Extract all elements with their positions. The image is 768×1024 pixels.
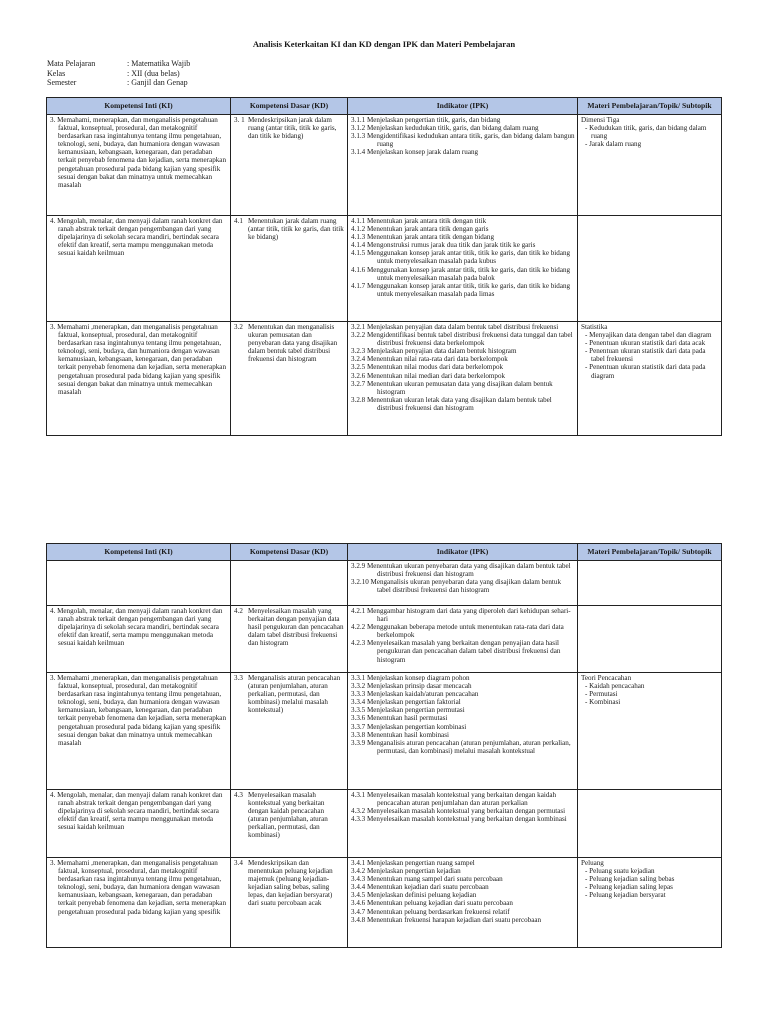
materi-text: Kaidah pencacahan <box>589 682 645 691</box>
materi-title: Teori Pencacahan <box>581 674 632 682</box>
ipk-cell <box>348 858 578 948</box>
header-materi: Materi Pembelajaran/Topik/ Subtopik <box>578 544 722 561</box>
materi-item <box>583 140 719 148</box>
ki-text: 3. Memahami ,menerapkan, dan menganalisis pengetahuan faktual, konseptual, prosedural, dan metakognitif berdasarkan rasa ingintahunya tentang ilmu pengetahuan, teknologi, seni, budaya, dan humaniora dengan wawasan kemanusiaan, kebangsaan, kenegaraan, dan peradaban terkait penyebab fenomena dan kejadian, serta menerapkan pengetahuan prosedural pada bidang kajian yang spesifik sesuai dengan bakat dan minatnya untuk memecahkan masalah <box>50 323 227 396</box>
bullet-dash: - <box>585 875 590 884</box>
ki-text: 3. Memahami ,menerapkan, dan menganalisis pengetahuan faktual, konseptual, prosedural, dan metakognitif berdasarkan rasa ingintahunya tentang ilmu pengetahuan, teknologi, seni, budaya, dan humaniora dengan wawasan kemanusiaan, kebangsaan, kenegaraan, dan peradaban terkait penyebab fenomena dan kejadian, serta menerapkan pengetahuan prosedural pada bidang kajian yang spesifik <box>50 859 227 916</box>
ipk-item: 4.1.6 Menggunakan konsep jarak antar titik, titik ke garis, dan titik ke bidang untuk menyelesaikan masalah pada balok <box>351 265 571 282</box>
kd-item <box>234 116 345 140</box>
ipk-item: 4.3.1 Menyelesaikan masalah kontekstual yang berkaitan dengan kaidah pencacahan aturan penjumlahan dan aturan perkalian <box>351 791 557 808</box>
header-kd: Kompetensi Dasar (KD) <box>231 98 348 115</box>
materi-text: Penentuan ukuran statistik dari data pada diagram <box>589 363 706 380</box>
header-ipk: Indikator (IPK) <box>348 544 578 561</box>
bullet-dash: - <box>585 140 590 149</box>
materi-cell <box>578 673 722 790</box>
ipk-item: 3.2.4 Menentukan nilai rata-rata dari data berkelompok <box>351 355 508 364</box>
kd-text: Mendeskripsikan jarak dalam ruang (antar titik, titik ke garis, dan titik ke bidang) <box>248 116 337 141</box>
bullet-dash: - <box>585 883 590 892</box>
kd-text: Menyelesaikan masalah kontekstual yang berkaitan dengan kaidah pencacahan (aturan penjumlahan, aturan perkalian, permutasi, dan kombinasi) <box>248 791 328 840</box>
header-materi: Materi Pembelajaran/Topik/ Subtopik <box>578 98 722 115</box>
ipk-cell <box>348 322 578 436</box>
materi-text: Menyajikan data dengan tabel dan diagram <box>589 331 712 340</box>
kd-number: 3.3 <box>234 674 243 682</box>
ipk-item: 3.2.2 Mengidentifikasi bentuk tabel distribusi frekuensi data tunggal dan tabel distribusi frekuensi data berkelompok <box>351 331 573 348</box>
materi-item <box>583 347 719 363</box>
materi-title: Statistika <box>581 323 608 331</box>
ipk-item: 4.1.7 Menggunakan konsep jarak antar titik, titik ke garis, dan titik ke bidang untuk menyelesaikan masalah pada limas <box>351 281 571 298</box>
ki-cell <box>47 790 231 858</box>
bullet-dash: - <box>585 347 590 356</box>
ipk-cell <box>348 216 578 322</box>
kd-number: 4.3 <box>234 791 243 799</box>
kd-cell <box>231 216 348 322</box>
ki-cell <box>47 858 231 948</box>
meta-label: Mata Pelajaran <box>47 59 96 68</box>
kd-number: 4.1 <box>234 217 243 225</box>
ipk-item: 4.1.2 Menentukan jarak antara titik dengan garis <box>351 225 489 234</box>
kd-item <box>234 217 345 241</box>
ipk-item: 3.2.10 Menganalisis ukuran penyebaran data yang disajikan dalam bentuk tabel distribusi frekuensi dan histogram <box>351 578 561 595</box>
materi-text: Peluang kejadian bersyarat <box>589 891 666 900</box>
ipk-cell <box>348 673 578 790</box>
ipk-item: 3.1.3 Mengidentifikasi kedudukan antara titik, garis, dan bidang dalam bangun ruang <box>351 132 575 149</box>
header-ki: Kompetensi Inti (KI) <box>47 98 231 115</box>
kd-text: Menentukan jarak dalam ruang (antar titik, titik ke garis, dan titik ke bidang) <box>248 217 344 242</box>
ipk-cell <box>348 790 578 858</box>
kd-cell <box>231 322 348 436</box>
materi-cell <box>578 858 722 948</box>
kd-item <box>234 791 345 840</box>
header-kd: Kompetensi Dasar (KD) <box>231 544 348 561</box>
ki-cell <box>47 115 231 216</box>
ipk-item: 3.3.8 Menentukan hasil kombinasi <box>351 730 449 739</box>
bullet-dash: - <box>585 867 590 876</box>
meta-value: : XII (dua belas) <box>127 68 180 78</box>
kd-number: 3.2 <box>234 323 243 331</box>
ipk-item: 3.4.5 Menjelaskan definisi peluang kejadian <box>351 891 477 900</box>
kd-item <box>234 859 345 908</box>
ipk-cell <box>348 115 578 216</box>
ipk-item: 3.2.6 Menentukan nilai median dari data berkelompok <box>351 371 506 380</box>
kd-cell <box>231 115 348 216</box>
materi-text: Kedudukan titik, garis, dan bidang dalam ruang <box>589 124 707 141</box>
ipk-item: 3.4.2 Menjelaskan pengertian kejadian <box>351 867 461 876</box>
materi-title: Peluang <box>581 859 604 867</box>
materi-cell <box>578 216 722 322</box>
materi-text: Kombinasi <box>589 698 621 707</box>
table-row <box>47 790 722 858</box>
meta-label: Semester <box>47 78 77 87</box>
ki-cell <box>47 673 231 790</box>
materi-cell <box>578 115 722 216</box>
meta-row <box>47 59 190 69</box>
kd-cell <box>231 858 348 948</box>
header-ki: Kompetensi Inti (KI) <box>47 544 231 561</box>
meta-row <box>47 69 190 79</box>
table-row <box>47 561 722 606</box>
ipk-item: 4.2.1 Menggambar histogram dari data yang diperoleh dari kehidupan sehari-hari <box>351 607 571 624</box>
kd-number: 3. 1 <box>234 116 245 124</box>
ki-cell <box>47 216 231 322</box>
ipk-item: 3.1.4 Menjelaskan konsep jarak dalam ruang <box>351 148 479 157</box>
ipk-item: 3.4.7 Menentukan peluang berdasarkan frekuensi relatif <box>351 907 510 916</box>
ki-text: 4. Mengolah, menalar, dan menyaji dalam ranah konkret dan ranah abstrak terkait dengan pengembangan dari yang dipelajarinya di sekolah secara mandiri, bertindak secara efektif dan kreatif, serta mampu menggunakan metoda sesuai kaidah keilmuan <box>50 217 223 258</box>
ipk-item: 3.4.4 Menentukan kejadian dari suatu percobaan <box>351 883 489 892</box>
kd-text: Menganalisis aturan pencacahan (aturan penjumlahan, aturan perkalian, permutasi, dan kombinasi) melalui masalah kontekstual) <box>248 674 341 715</box>
materi-text: Peluang suatu kejadian <box>589 867 655 876</box>
meta-value: : Matematika Wajib <box>127 59 191 68</box>
ipk-item: 3.4.8 Menentukan frekuensi harapan kejadian dari suatu percobaan <box>351 915 542 924</box>
bullet-dash: - <box>585 363 590 372</box>
bullet-dash: - <box>585 331 590 340</box>
meta-value: : Ganjil dan Genap <box>127 78 188 87</box>
kd-number: 3.4 <box>234 859 243 867</box>
table-row <box>47 322 722 436</box>
kd-text: Menyelesaikan masalah yang berkaitan dengan penyajian data hasil pengukuran dan pencacahan dalam tabel distribusi frekuensi dan histogram <box>248 607 344 648</box>
bullet-dash: - <box>585 124 590 133</box>
materi-item <box>583 698 719 706</box>
materi-item <box>583 331 719 339</box>
table-row <box>47 606 722 673</box>
table-row <box>47 216 722 322</box>
table-row <box>47 115 722 216</box>
bullet-dash: - <box>585 891 590 900</box>
bullet-dash: - <box>585 690 590 699</box>
ki-cell <box>47 561 231 606</box>
materi-title: Dimensi Tiga <box>581 116 620 124</box>
table-row <box>47 673 722 790</box>
kd-cell <box>231 561 348 606</box>
ipk-item: 3.3.1 Menjelaskan konsep diagram pohon <box>351 674 470 682</box>
materi-cell <box>578 606 722 673</box>
materi-item <box>583 124 719 140</box>
materi-text: Peluang kejadian saling bebas <box>589 875 675 884</box>
kd-cell <box>231 790 348 858</box>
analysis-table-1 <box>46 97 722 436</box>
materi-text: Jarak dalam ruang <box>589 140 642 149</box>
kd-cell <box>231 606 348 673</box>
header-ipk: Indikator (IPK) <box>348 98 578 115</box>
ki-text: 3. Memahami, menerapkan, dan menganalisis pengetahuan faktual, konseptual, prosedural, dan metakognitif berdasarkan rasa ingintahunya tentang ilmu pengetahuan, teknologi, seni, budaya, dan humaniora dengan wawasan kemanusiaan, kebangsaan, kenegaraan, dan peradaban terkait penyebab fenomena dan kejadian, serta menerapkan pengetahuan prosedural pada bidang kajian yang spesifik sesuai dengan bakat dan minatnya untuk memecahkan masalah <box>50 116 227 189</box>
ipk-item: 3.2.7 Menentukan ukuran pemusatan data yang disajikan dalam bentuk histogram <box>351 379 553 396</box>
materi-text: Permutasi <box>589 690 618 699</box>
ipk-item: 3.4.1 Menjelaskan pengertian ruang sampel <box>351 859 475 867</box>
materi-item <box>583 682 719 690</box>
ipk-item: 4.2.2 Menggunakan beberapa metode untuk menentukan rata-rata dari data berkelompok <box>351 623 564 640</box>
meta-row <box>47 78 190 88</box>
ipk-item: 3.2.8 Menentukan ukuran letak data yang disajikan dalam bentuk tabel distribusi frekuensi dan histogram <box>351 395 552 412</box>
kd-item <box>234 674 345 714</box>
materi-text: Peluang kejadian saling lepas <box>589 883 673 892</box>
analysis-table-2 <box>46 543 722 948</box>
kd-item <box>234 323 345 363</box>
kd-text: Mendeskripsikan dan menentukan peluang kejadian majemuk (peluang kejadian-kejadian saling bebas, saling lepas, dan kejadian bersyarat) dari suatu percobaan acak <box>248 859 333 908</box>
materi-text: Penentuan ukuran statistik dari data pada tabel frekuensi <box>589 347 706 364</box>
ipk-cell <box>348 561 578 606</box>
ipk-item: 3.3.3 Menjelaskan kaidah/aturan pencacahan <box>351 690 479 699</box>
ipk-item: 3.4.6 Menentukan peluang kejadian dari suatu percobaan <box>351 899 513 908</box>
ipk-item: 3.2.5 Menentukan nilai modus dari data berkelompok <box>351 363 504 372</box>
page-title: Analisis Keterkaitan KI dan KD dengan IPK dan Materi Pembelajaran <box>252 39 516 49</box>
ipk-item: 4.1.3 Menentukan jarak antara titik dengan bidang <box>351 233 495 242</box>
kd-cell <box>231 673 348 790</box>
bullet-dash: - <box>585 339 590 348</box>
meta-label: Kelas <box>47 68 66 78</box>
materi-cell <box>578 561 722 606</box>
ipk-item: 3.2.1 Menjelaskan penyajian data dalam bentuk tabel distribusi frekuensi <box>351 323 559 331</box>
ipk-item: 3.2.3 Menjelaskan penyajian data dalam bentuk histogram <box>351 347 517 356</box>
materi-item <box>583 875 719 883</box>
document-meta <box>47 59 190 88</box>
ki-text: 4. Mengolah, menalar, dan menyaji dalam ranah konkret dan ranah abstrak terkait dengan pengembangan dari yang dipelajarinya di sekolah secara mandiri, bertindak secara efektif dan kreatif, serta mampu menggunakan metoda sesuai kaidah keilmuan <box>50 791 223 832</box>
materi-cell <box>578 322 722 436</box>
ipk-item: 3.2.9 Menentukan ukuran penyebaran data yang disajikan dalam bentuk tabel distribusi frekuensi dan histogram <box>351 562 571 579</box>
ki-cell <box>47 322 231 436</box>
ipk-item: 3.3.7 Menjelaskan pengertian kombinasi <box>351 722 467 731</box>
table-row <box>47 858 722 948</box>
kd-text: Menentukan dan menganalisis ukuran pemusatan dan penyebaran data yang disajikan dalam bentuk tabel distribusi frekuensi dan histogram <box>248 323 338 364</box>
materi-item <box>583 363 719 379</box>
bullet-dash: - <box>585 682 590 691</box>
ipk-item: 4.3.2 Menyelesaikan masalah kontekstual yang berkaitan dengan permutasi <box>351 807 566 816</box>
ipk-item: 4.3.3 Menyelesaikan masalah kontekstual yang berkaitan dengan kombinasi <box>351 815 567 824</box>
materi-item <box>583 891 719 899</box>
kd-number: 4.2 <box>234 607 243 615</box>
ipk-cell <box>348 606 578 673</box>
ipk-item: 3.3.6 Menentukan hasil permutasi <box>351 714 448 723</box>
ipk-item: 3.1.2 Menjelaskan kedudukan titik, garis, dan bidang dalam ruang <box>351 124 539 133</box>
bullet-dash: - <box>585 698 590 707</box>
ipk-item: 3.3.4 Menjelaskan pengertian faktorial <box>351 698 461 707</box>
materi-cell <box>578 790 722 858</box>
materi-item <box>583 883 719 891</box>
ipk-item: 3.4.3 Menentukan ruang sampel dari suatu percobaan <box>351 875 503 884</box>
materi-text: Penentuan ukuran statistik dari data acak <box>589 339 706 348</box>
kd-item <box>234 607 345 647</box>
ki-text: 4. Mengolah, menalar, dan menyaji dalam ranah konkret dan ranah abstrak terkait dengan pengembangan dari yang dipelajarinya di sekolah secara mandiri, bertindak secara efektif dan kreatif, serta mampu menggunakan metoda sesuai kaidah keilmuan <box>50 607 223 648</box>
ki-cell <box>47 606 231 673</box>
ipk-item: 3.1.1 Menjelaskan pengertian titik, garis, dan bidang <box>351 116 501 124</box>
materi-item <box>583 867 719 875</box>
ipk-item: 4.1.1 Menentukan jarak antara titik dengan titik <box>351 217 487 225</box>
materi-item <box>583 690 719 698</box>
materi-item <box>583 339 719 347</box>
ipk-item: 3.3.2 Menjelaskan prinsip dasar mencacah <box>351 682 472 691</box>
ipk-item: 4.2.3 Menyelesaikan masalah yang berkaitan dengan penyajian data hasil pengukuran dan pencacahan dalam tabel distribusi frekuensi dan histogram <box>351 639 561 664</box>
ipk-item: 4.1.4 Mengonstruksi rumus jarak dua titik dan jarak titik ke garis <box>351 241 536 250</box>
ipk-item: 3.3.9 Menganalisis aturan pencacahan (aturan penjumlahan, aturan perkalian, permutasi, dan kombinasi) melalui masalah kontekstual <box>351 738 571 755</box>
ipk-item: 4.1.5 Menggunakan konsep jarak antar titik, titik ke garis, dan titik ke bidang untuk menyelesaikan masalah pada kubus <box>351 249 571 266</box>
ipk-item: 3.3.5 Menjelaskan pengertian permutasi <box>351 706 465 715</box>
ki-text: 3. Memahami ,menerapkan, dan menganalisis pengetahuan faktual, konseptual, prosedural, dan metakognitif berdasarkan rasa ingintahunya tentang ilmu pengetahuan, teknologi, seni, budaya, dan humaniora dengan wawasan kemanusiaan, kebangsaan, kenegaraan, dan peradaban terkait penyebab fenomena dan kejadian, serta menerapkan pengetahuan prosedural pada bidang kajian yang spesifik sesuai dengan bakat dan minatnya untuk memecahkan masalah <box>50 674 227 747</box>
